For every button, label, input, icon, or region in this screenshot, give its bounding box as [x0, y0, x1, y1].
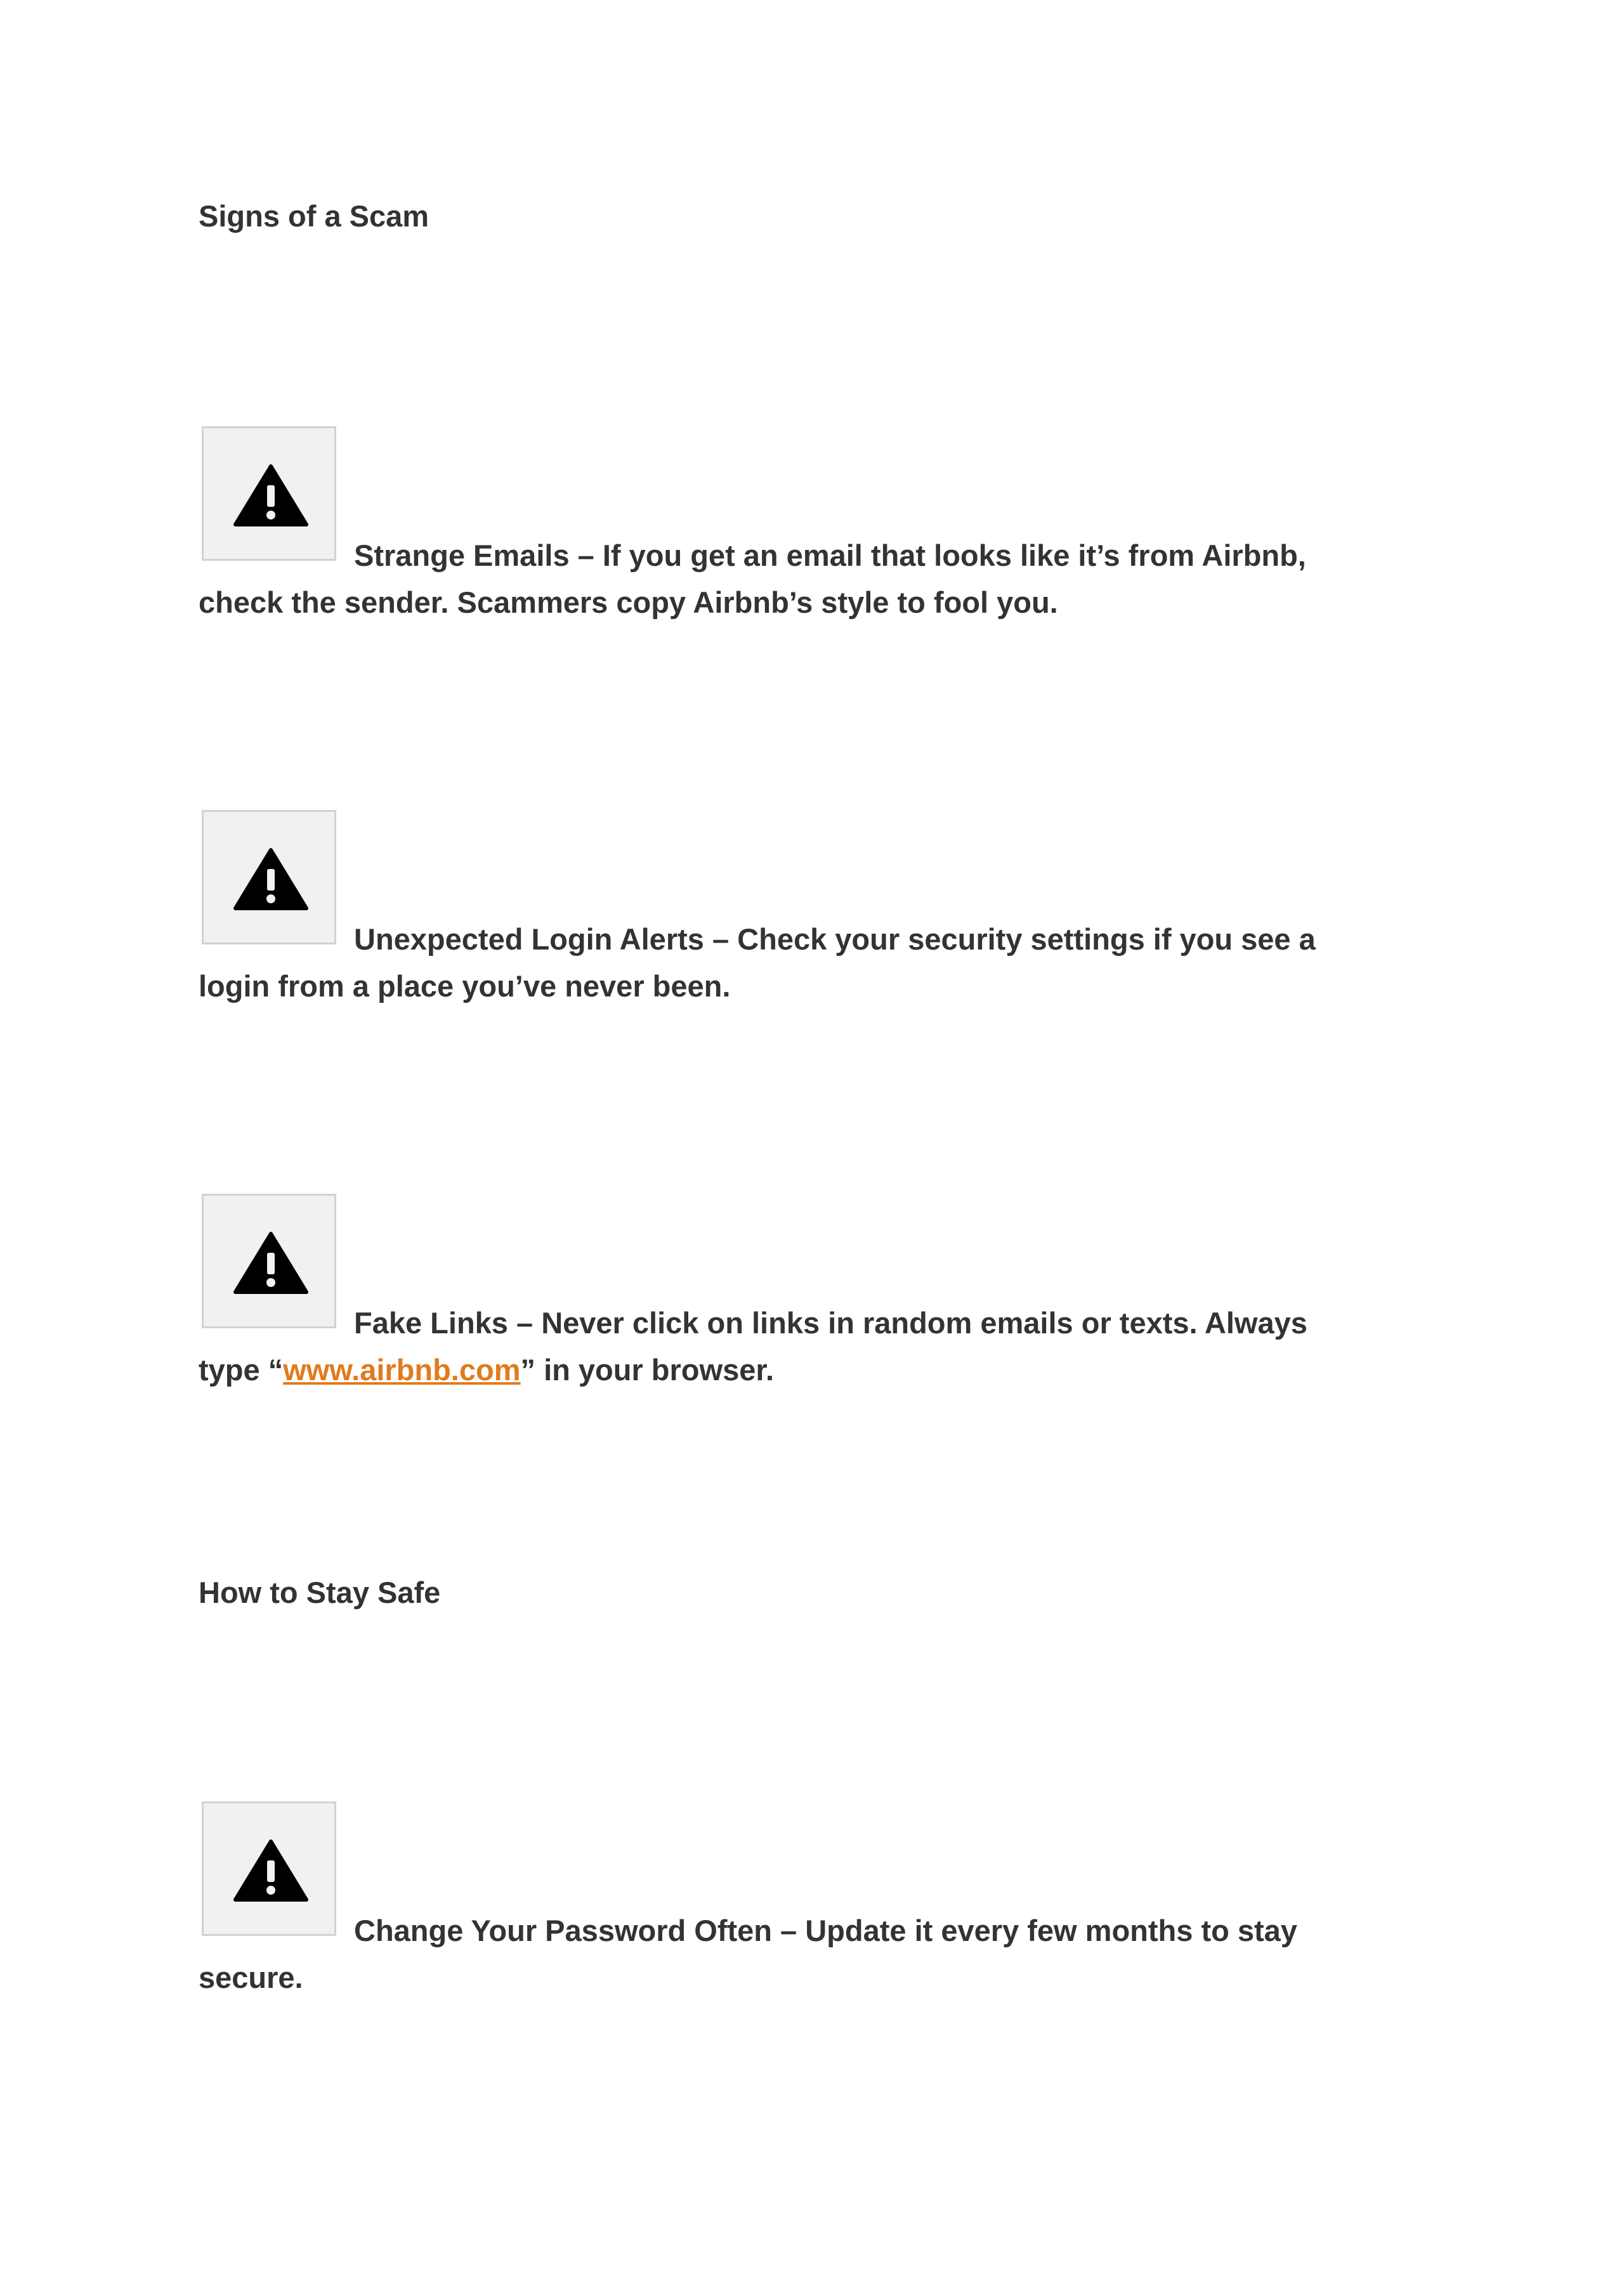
item-text-line-2 — [199, 1351, 774, 1389]
section-heading-how-to-stay-safe: How to Stay Safe — [199, 1576, 441, 1609]
item-text-line-1: Change Your Password Often – Update it every few months to stay — [354, 1914, 1297, 1947]
warning-icon — [233, 1231, 309, 1295]
warning-icon-placeholder — [202, 1801, 336, 1936]
item-text-line-2: check the sender. Scammers copy Airbnb’s style to fool you. — [199, 585, 1058, 619]
warning-icon-placeholder — [202, 1194, 336, 1328]
warning-icon — [233, 1839, 309, 1902]
item-text-line-2: secure. — [199, 1961, 303, 1994]
warning-icon-placeholder — [202, 810, 336, 944]
section-heading-signs-of-scam: Signs of a Scam — [199, 199, 429, 233]
item-text-line-1: Strange Emails – If you get an email that looks like it’s from Airbnb, — [354, 539, 1306, 572]
item-text-after-link: ” in your browser. — [520, 1353, 775, 1387]
item-text-line-1: Fake Links – Never click on links in random emails or texts. Always — [354, 1306, 1307, 1340]
warning-icon-placeholder — [202, 426, 336, 561]
warning-icon — [233, 847, 309, 911]
item-text-before-link: type “ — [199, 1353, 284, 1387]
warning-icon — [233, 464, 309, 527]
airbnb-link[interactable]: www.airbnb.com — [283, 1353, 521, 1387]
item-text-line-1: Unexpected Login Alerts – Check your security settings if you see a — [354, 922, 1316, 956]
item-text-line-2: login from a place you’ve never been. — [199, 969, 731, 1003]
